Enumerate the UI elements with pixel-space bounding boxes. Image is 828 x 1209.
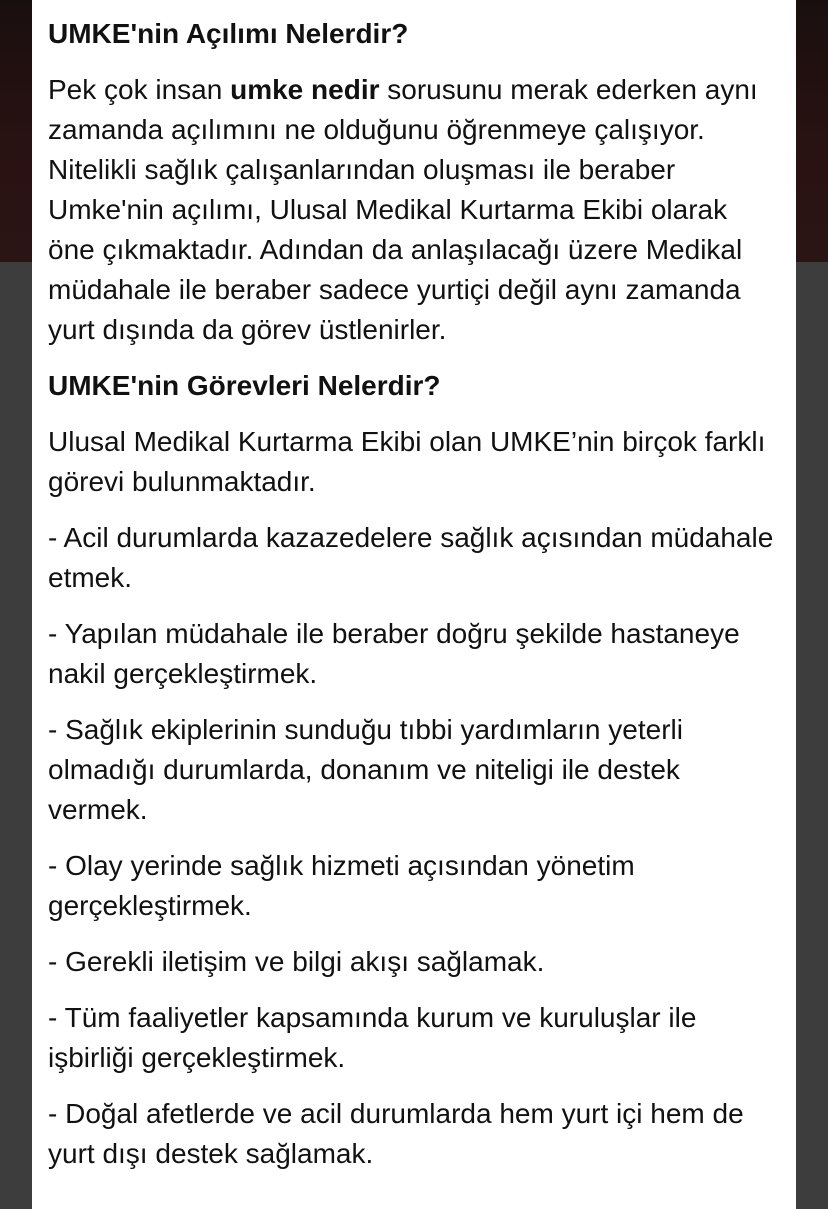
- paragraph-text: Pek çok insan: [48, 74, 231, 105]
- section-heading-acilim: UMKE'nin Açılımı Nelerdir?: [48, 18, 409, 49]
- section-heading-gorevler: UMKE'nin Görevleri Nelerdir?: [48, 370, 441, 401]
- duty-item: - Sağlık ekiplerinin sunduğu tıbbi yardımların yeterli olmadığı durumlarda, donanım ve niteligi ile destek vermek.: [48, 714, 683, 825]
- paragraph-acilim: [48, 70, 780, 350]
- keyword-link: umke nedir: [230, 74, 380, 105]
- duty-item: - Doğal afetlerde ve acil durumlarda hem yurt içi hem de yurt dışı destek sağlamak.: [48, 1098, 744, 1169]
- article-content: [32, 0, 796, 1209]
- duty-item: - Acil durumlarda kazazedelere sağlık açısından müdahale etmek.: [48, 522, 774, 593]
- duty-item: - Olay yerinde sağlık hizmeti açısından yönetim gerçekleştirmek.: [48, 850, 635, 921]
- duty-item: - Tüm faaliyetler kapsamında kurum ve kuruluşlar ile işbirliği gerçekleştirmek.: [48, 1002, 697, 1073]
- duty-item: - Yapılan müdahale ile beraber doğru şekilde hastaneye nakil gerçekleştirmek.: [48, 618, 740, 689]
- paragraph-text: sorusunu merak ederken aynı zamanda açılımını ne olduğunu öğrenmeye çalışıyor. Nitelikli sağlık çalışanlarından oluşması ile beraber Umke'nin açılımı, Ulusal Medikal Kurtarma Ekibi olarak öne çıkmaktadır. Adından da anlaşılacağı üzere Medikal müdahale ile beraber sadece yurtiçi değil aynı zamanda yurt dışında da görev üstlenirler.: [48, 74, 758, 345]
- paragraph-gorevler-intro: Ulusal Medikal Kurtarma Ekibi olan UMKE’nin birçok farklı görevi bulunmaktadır.: [48, 426, 766, 497]
- duty-item: - Gerekli iletişim ve bilgi akışı sağlamak.: [48, 946, 545, 977]
